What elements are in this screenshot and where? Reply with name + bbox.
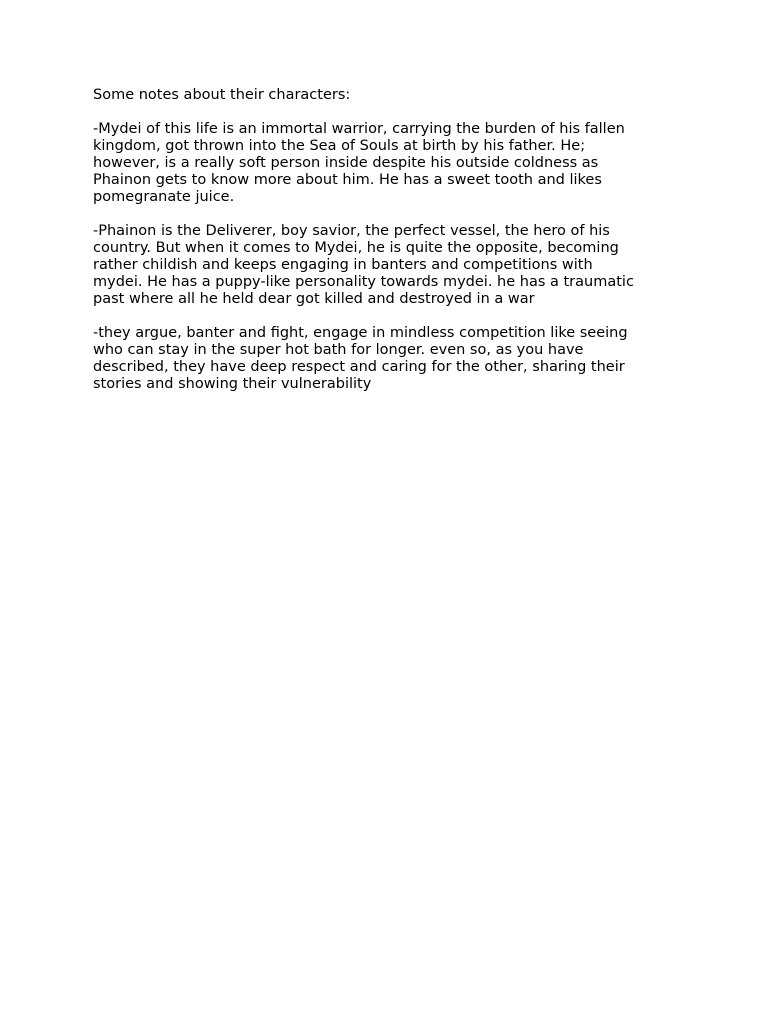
paragraph-line: past where all he held dear got killed and destroyed in a war (93, 291, 535, 307)
paragraph-line: -they argue, banter and fight, engage in mindless competition like seeing (93, 325, 628, 341)
paragraph-line: Phainon gets to know more about him. He has a sweet tooth and likes (93, 172, 602, 188)
paragraph-mydei (93, 121, 683, 206)
paragraph-line: pomegranate juice. (93, 189, 235, 205)
document-heading: Some notes about their characters: (93, 87, 351, 103)
paragraph-line: who can stay in the super hot bath for longer. even so, as you have (93, 342, 584, 358)
paragraph-line: kingdom, got thrown into the Sea of Souls at birth by his father. He; (93, 138, 586, 154)
paragraph-line: -Phainon is the Deliverer, boy savior, the perfect vessel, the hero of his (93, 223, 610, 239)
paragraph-line: described, they have deep respect and caring for the other, sharing their (93, 359, 625, 375)
paragraph-line: -Mydei of this life is an immortal warrior, carrying the burden of his fallen (93, 121, 625, 137)
document-body (93, 87, 683, 410)
paragraph-relationship (93, 325, 683, 393)
heading-paragraph (93, 87, 683, 104)
paragraph-line: stories and showing their vulnerability (93, 376, 372, 392)
paragraph-line: rather childish and keeps engaging in banters and competitions with (93, 257, 593, 273)
paragraph-line: however, is a really soft person inside despite his outside coldness as (93, 155, 599, 171)
paragraph-line: country. But when it comes to Mydei, he is quite the opposite, becoming (93, 240, 619, 256)
paragraph-phainon (93, 223, 683, 308)
paragraph-line: mydei. He has a puppy-like personality towards mydei. he has a traumatic (93, 274, 634, 290)
